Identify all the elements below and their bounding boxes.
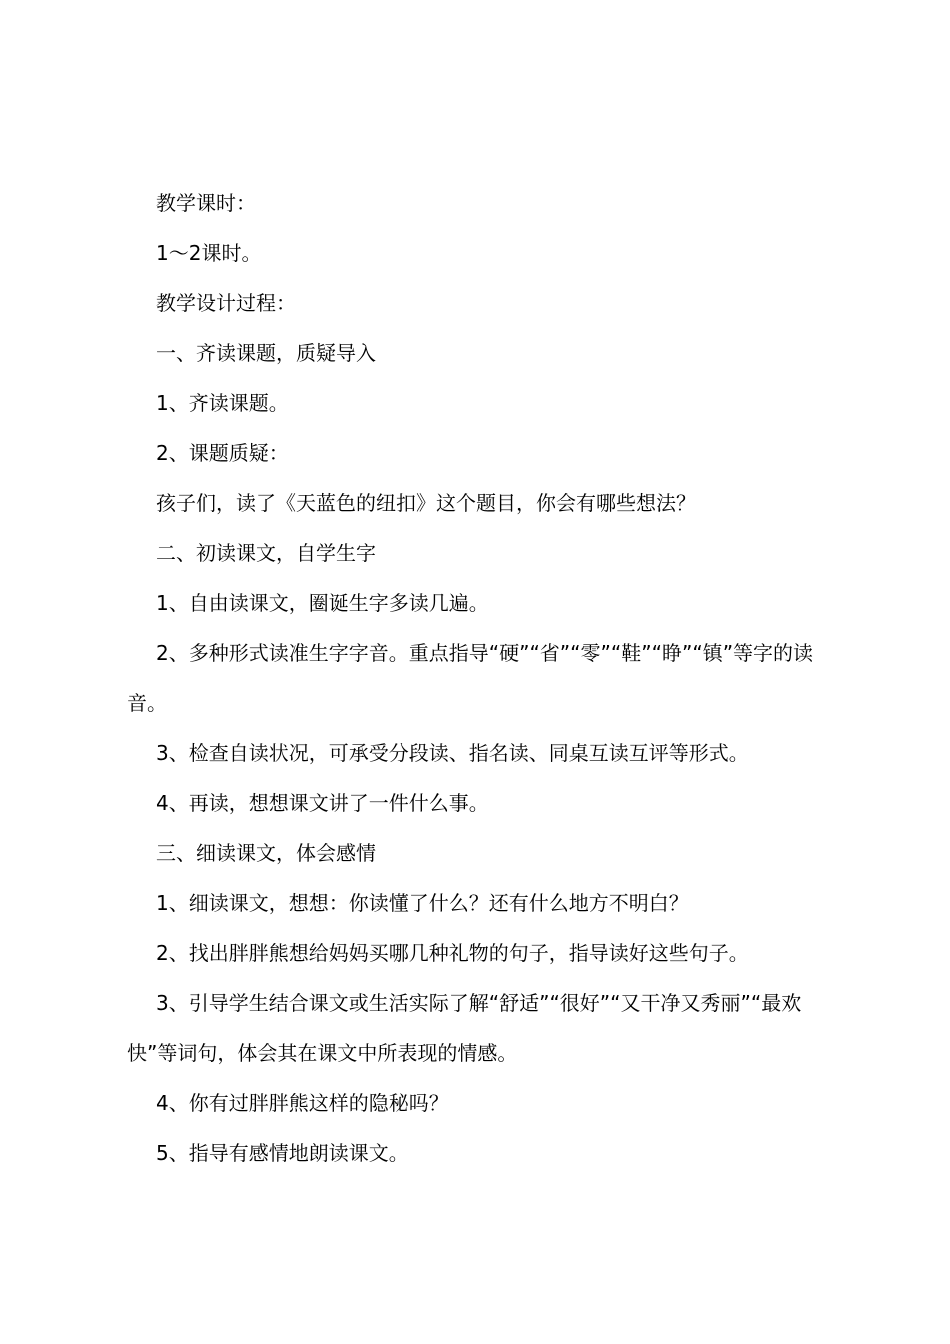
- paragraph-item: 4、再读，想想课文讲了一件什么事。: [156, 791, 489, 815]
- paragraph-item: 1、细读课文，想想：你读懂了什么？还有什么地方不明白？: [156, 891, 689, 915]
- section-heading-2: 二、初读课文，自学生字: [156, 541, 376, 565]
- paragraph-item: 2、找出胖胖熊想给妈妈买哪几种礼物的句子，指导读好这些句子。: [156, 941, 749, 965]
- paragraph-design-process-heading: 教学设计过程：: [156, 291, 296, 315]
- paragraph-item: 3、检查自读状况，可承受分段读、指名读、同桌互读互评等形式。: [156, 741, 749, 765]
- paragraph-item: 5、指导有感情地朗读课文。: [156, 1141, 409, 1165]
- paragraph-item: 2、课题质疑：: [156, 441, 289, 465]
- paragraph-item: 2、多种形式读准生字字音。重点指导“硬”“省”“零”“鞋”“睁”“镇”等字的读音。: [127, 641, 814, 715]
- paragraph-item: 4、你有过胖胖熊这样的隐秘吗？: [156, 1091, 449, 1115]
- paragraph-item: 1、齐读课题。: [156, 391, 289, 415]
- paragraph-item: 3、引导学生结合课文或生活实际了解“舒适”“很好”“又干净又秀丽”“最欢快”等词句，体会其在课文中所表现的情感。: [127, 991, 802, 1065]
- paragraph-item: 1、自由读课文，圈诞生字多读几遍。: [156, 591, 489, 615]
- document-body: [127, 178, 833, 1178]
- section-heading-1: 一、齐读课题，质疑导入: [156, 341, 376, 365]
- paragraph-teaching-hours: 1～2课时。: [156, 241, 262, 265]
- paragraph-text: 孩子们，读了《天蓝色的纽扣》这个题目，你会有哪些想法？: [156, 491, 696, 515]
- paragraph-teaching-hours-heading: 教学课时：: [156, 191, 256, 215]
- section-heading-3: 三、细读课文，体会感情: [156, 841, 376, 865]
